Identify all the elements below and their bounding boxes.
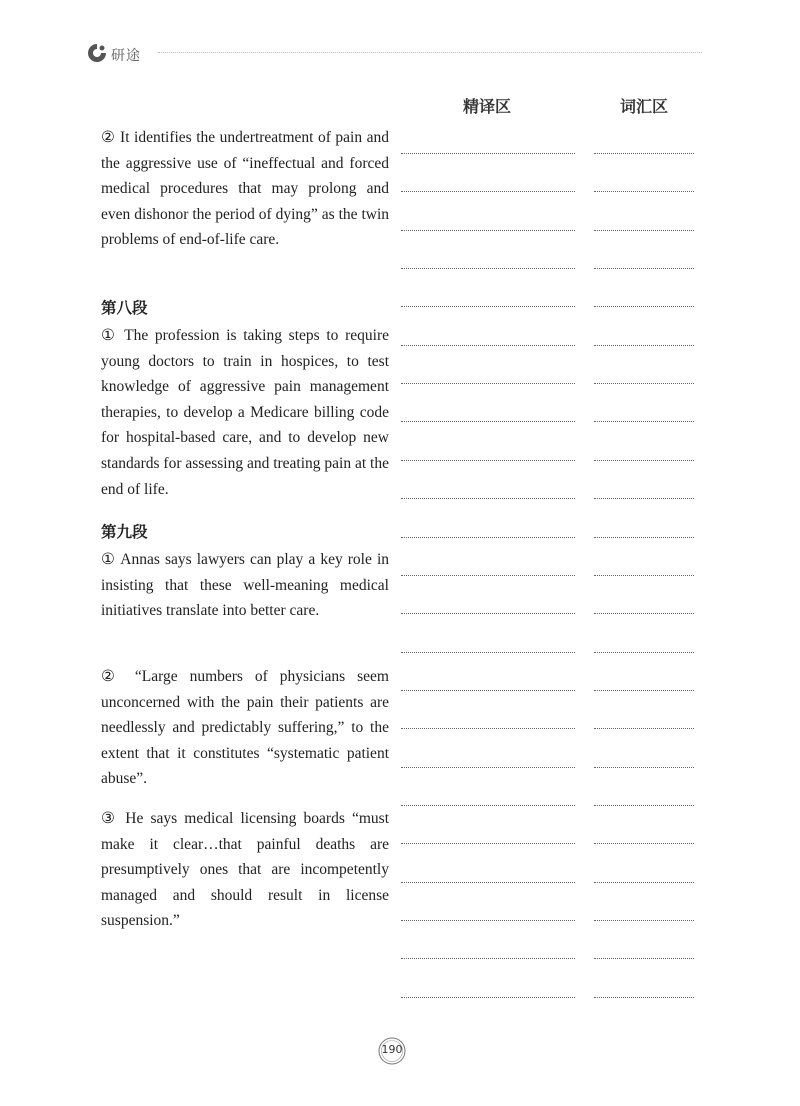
paragraph-text: ② “Large numbers of physicians seem unconcerned with the pain their patients are needlessly and predictably suffering,” to the extent that it constitutes “systematic patient abuse”. <box>101 668 389 788</box>
paragraph-9-item-2 <box>101 664 389 792</box>
vocabulary-line <box>594 421 694 422</box>
translation-line <box>401 690 575 691</box>
translation-line <box>401 728 575 729</box>
translation-line <box>401 537 575 538</box>
translation-line <box>401 997 575 998</box>
vocabulary-line <box>594 191 694 192</box>
vocabulary-line <box>594 537 694 538</box>
vocabulary-line <box>594 460 694 461</box>
vocabulary-line <box>594 230 694 231</box>
vocabulary-line <box>594 306 694 307</box>
brand-logo <box>86 42 146 64</box>
translation-line <box>401 306 575 307</box>
translation-line <box>401 345 575 346</box>
vocabulary-line <box>594 843 694 844</box>
paragraph-7-item-2 <box>101 125 389 253</box>
translation-line <box>401 613 575 614</box>
vocabulary-line <box>594 805 694 806</box>
translation-line <box>401 230 575 231</box>
brand-name: 研途 <box>111 48 141 64</box>
vocabulary-line <box>594 268 694 269</box>
vocabulary-line <box>594 690 694 691</box>
vocabulary-line <box>594 153 694 154</box>
translation-line <box>401 421 575 422</box>
translation-line <box>401 958 575 959</box>
paragraph-9-item-1 <box>101 547 389 624</box>
translation-line <box>401 805 575 806</box>
section-heading-8: 第八段 <box>101 299 148 317</box>
vocabulary-line <box>594 920 694 921</box>
vocabulary-line <box>594 575 694 576</box>
vocabulary-line <box>594 997 694 998</box>
translation-line <box>401 498 575 499</box>
translation-line <box>401 383 575 384</box>
translation-column-title: 精译区 <box>463 97 512 116</box>
vocabulary-line <box>594 498 694 499</box>
translation-line <box>401 191 575 192</box>
translation-line <box>401 882 575 883</box>
translation-line <box>401 268 575 269</box>
header-divider <box>158 52 702 53</box>
translation-line <box>401 920 575 921</box>
translation-line <box>401 767 575 768</box>
translation-line <box>401 652 575 653</box>
paragraph-text: ② It identifies the undertreatment of pain and the aggressive use of “ineffectual and forced medical procedures that may prolong and even dishonor the period of dying” as the twin problems of end-of-life care. <box>101 129 389 249</box>
section-heading-9: 第九段 <box>101 523 148 541</box>
paragraph-8-item-1 <box>101 323 389 502</box>
page-header <box>86 40 702 64</box>
vocabulary-line <box>594 652 694 653</box>
vocabulary-line <box>594 767 694 768</box>
paragraph-9-item-3 <box>101 806 389 934</box>
vocabulary-line <box>594 383 694 384</box>
page-number-badge <box>377 1036 407 1066</box>
vocabulary-line <box>594 882 694 883</box>
translation-line <box>401 460 575 461</box>
page-number: 190 <box>381 1043 403 1056</box>
translation-line <box>401 575 575 576</box>
vocabulary-line <box>594 613 694 614</box>
paragraph-text: ① Annas says lawyers can play a key role in insisting that these well-meaning medical initiatives translate into better care. <box>101 551 389 620</box>
swirl-logo-icon <box>86 42 108 64</box>
paragraph-text: ① The profession is taking steps to require young doctors to train in hospices, to test knowledge of aggressive pain management therapies, to develop a Medicare billing code for hospital-based care, and to develop new standards for assessing and treating pain at the end of life. <box>101 327 389 498</box>
vocabulary-column-title: 词汇区 <box>620 97 669 116</box>
translation-line <box>401 153 575 154</box>
vocabulary-line <box>594 958 694 959</box>
paragraph-text: ③ He says medical licensing boards “must make it clear…that painful deaths are presumptively ones that are incompetently managed and should result in license suspension.” <box>101 810 389 930</box>
translation-line <box>401 843 575 844</box>
vocabulary-line <box>594 728 694 729</box>
vocabulary-line <box>594 345 694 346</box>
